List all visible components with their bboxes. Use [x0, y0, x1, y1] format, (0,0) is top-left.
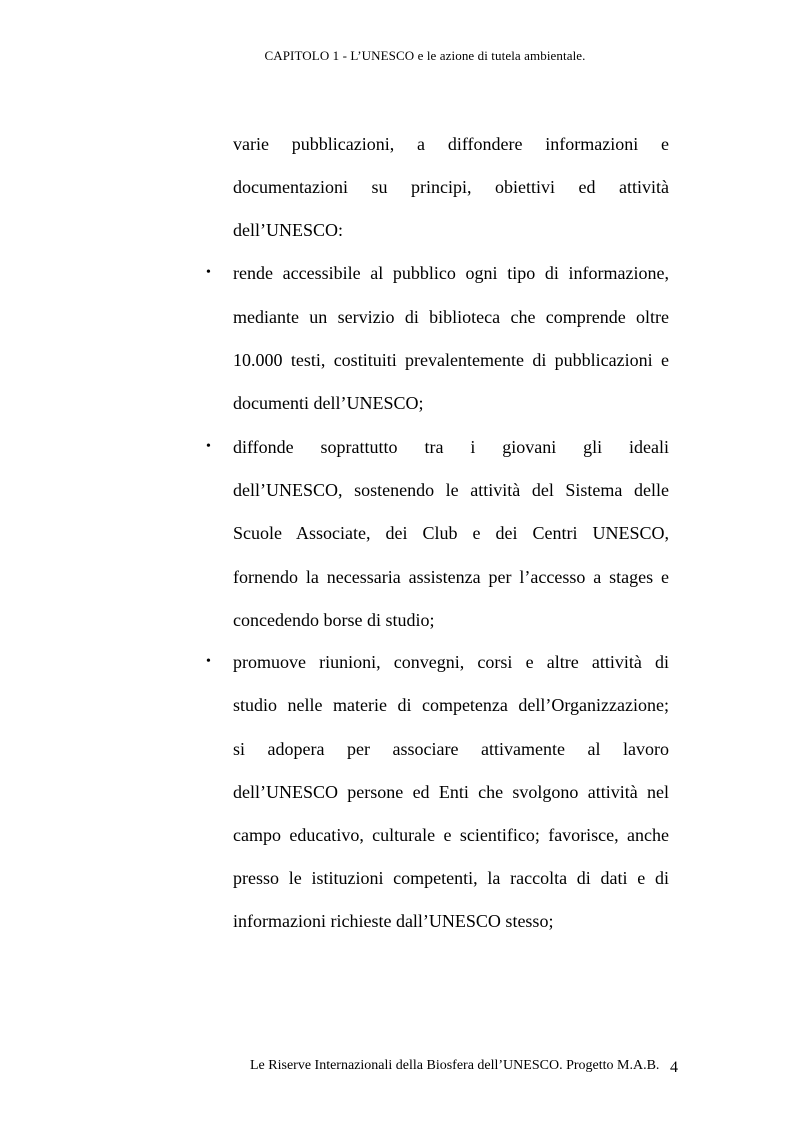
- text-line: studio nelle materie di competenza dell’Organizzazione;: [233, 695, 669, 715]
- text-line: 10.000 testi, costituiti prevalentemente di pubblicazioni e: [233, 350, 669, 370]
- text-line: informazioni richieste dall’UNESCO stesso;: [233, 911, 554, 931]
- bullet-icon: •: [206, 265, 211, 280]
- bullet-icon: •: [206, 439, 211, 454]
- text-line: concedendo borse di studio;: [233, 610, 435, 630]
- text-line: dell’UNESCO persone ed Enti che svolgono attività nel: [233, 782, 669, 802]
- bullet-icon: •: [206, 654, 211, 669]
- text-line: promuove riunioni, convegni, corsi e altre attività di: [233, 652, 669, 672]
- text-line: Scuole Associate, dei Club e dei Centri UNESCO,: [233, 523, 669, 543]
- text-line: dell’UNESCO:: [233, 220, 343, 240]
- text-line: campo educativo, culturale e scientifico; favorisce, anche: [233, 825, 669, 845]
- text-line: presso le istituzioni competenti, la raccolta di dati e di: [233, 868, 669, 888]
- text-line: documentazioni su principi, obiettivi ed attività: [233, 177, 669, 197]
- running-header: CAPITOLO 1 - L’UNESCO e le azione di tutela ambientale.: [264, 48, 586, 63]
- text-line: rende accessibile al pubblico ogni tipo di informazione,: [233, 263, 669, 283]
- page-number: 4: [670, 1059, 678, 1076]
- text-line: mediante un servizio di biblioteca che comprende oltre: [233, 307, 669, 327]
- text-line: si adopera per associare attivamente al lavoro: [233, 739, 669, 759]
- text-line: fornendo la necessaria assistenza per l’accesso a stages e: [233, 567, 669, 587]
- text-line: documenti dell’UNESCO;: [233, 393, 424, 413]
- running-footer: Le Riserve Internazionali della Biosfera dell’UNESCO. Progetto M.A.B.: [250, 1058, 660, 1073]
- text-line: varie pubblicazioni, a diffondere informazioni e: [233, 134, 669, 154]
- text-line: diffonde soprattutto tra i giovani gli ideali: [233, 437, 669, 457]
- text-line: dell’UNESCO, sostenendo le attività del Sistema delle: [233, 480, 669, 500]
